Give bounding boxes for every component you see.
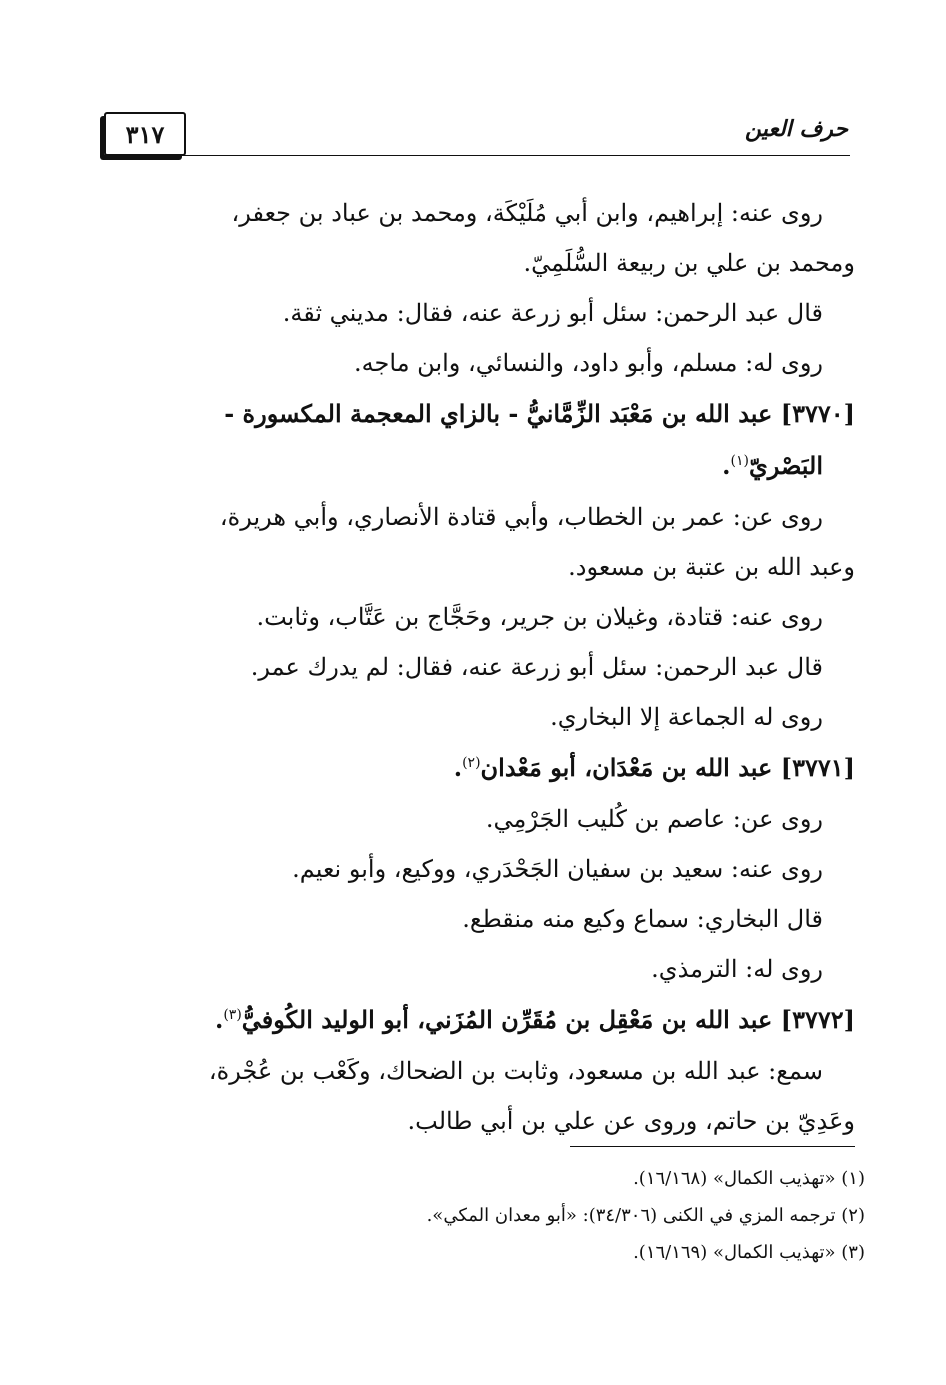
footnote: (٣) «تهذيب الكمال» (١٦/١٦٩). [633,1242,865,1263]
text-line: روى عنه: إبراهيم، وابن أبي مُلَيْكَة، ومحمد بن عباد بن جعفر، [231,199,823,227]
text-line: روى له: الترمذي. [651,955,823,983]
footnote-ref: (٣) [223,1007,242,1023]
entry-heading [110,440,855,492]
text-line: سمع: عبد الله بن مسعود، وثابت بن الضحاك، وكَعْب بن عُجْرة، [208,1057,823,1085]
page-number: ٣١٧ [104,112,186,156]
entry-heading [110,994,855,1046]
text-line: روى عنه: قتادة، وغيلان بن جرير، وحَجَّاج بن عَتَّاب، وثابت. [256,603,823,631]
entry-heading-text: [٣٧٧٠] عبد الله بن مَعْبَد الزِّمَّانيُّ - بالزاي المعجمة المكسورة - [224,399,855,428]
header-rule [100,155,850,156]
text-line: روى له الجماعة إلا البخاري. [550,703,823,731]
text-line: قال عبد الرحمن: سئل أبو زرعة عنه، فقال: لم يدرك عمر. [250,653,823,681]
entry-heading [110,388,855,440]
page-header [100,108,850,158]
entry-heading-text: البَصْريّ [748,451,823,480]
footnote-ref: (٢) [462,755,481,771]
entry-heading-end: . [722,451,731,480]
entry-heading-end: . [214,1005,224,1034]
text-line: روى عنه: سعيد بن سفيان الجَحْدَري، ووكيع، وأبو نعيم. [292,855,823,883]
running-head: حرف العين [744,116,848,142]
footnote: (١) «تهذيب الكمال» (١٦/١٦٨). [633,1168,865,1189]
footnote-ref: (١) [730,453,749,469]
entry-heading-text: [٣٧٧٢] عبد الله بن مَعْقِل بن مُقَرِّن المُزَني، أبو الوليد الكُوفيُّ [241,1005,855,1034]
text-line: ومحمد بن علي بن ربيعة السُّلَمِيّ. [523,249,855,277]
text-line: قال عبد الرحمن: سئل أبو زرعة عنه، فقال: مديني ثقة. [282,299,823,327]
text-line: روى له: مسلم، وأبو داود، والنسائي، وابن ماجه. [354,349,823,377]
text-line: وعَدِيّ بن حاتم، وروى عن علي بن أبي طالب. [407,1107,855,1135]
entry-heading-end: . [453,753,463,782]
main-text [110,188,855,1146]
entry-heading [110,742,855,794]
footnote: (٢) ترجمه المزي في الكنى (٣٤/٣٠٦): «أبو معدان المكي». [426,1205,865,1226]
text-line: وعبد الله بن عتبة بن مسعود. [568,553,855,581]
text-line: قال البخاري: سماع وكيع منه منقطع. [462,905,823,933]
text-line: روى عن: عاصم بن كُليب الجَرْمِي. [485,805,823,833]
entry-heading-text: [٣٧٧١] عبد الله بن مَعْدَان، أبو مَعْدان [480,753,855,782]
text-line: روى عن: عمر بن الخطاب، وأبي قتادة الأنصاري، وأبي هريرة، [219,503,823,531]
footnote-rule [570,1146,855,1147]
footnotes [110,1160,865,1271]
